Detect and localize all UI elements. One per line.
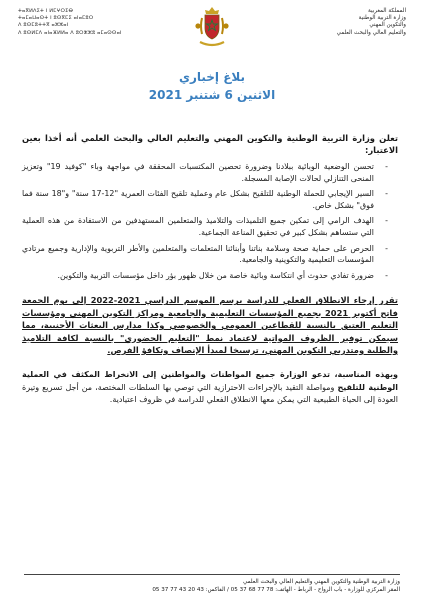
footer-line-address: المقر المركزي للوزارة - باب الرواح - الرباط - الهاتف: 78 77 68 37 05 / الفاكس: 43 20 43 77 37 05 [152,587,400,593]
decision-paragraph: تقرر إرجاء الانطلاق الفعلي للدراسة برسم الموسم الدراسي 2021-2022 إلى يوم الجمعة فاتح أكتوبر 2021 بجميع المؤسسات التعليمية والجامعية ومراكز التكوين المهني ومؤسسات التعليم العتيق بالنسبة للقطاعين العمومي والخصوصي وكذا مدارس البعثات الأجنبية، مما سيمكن توفير الظروف المواتية لاعتماد نمط "التعليم الحضوري" بالنسبة لكافة التلاميذ والطلبة ومتدربي التكوين المهني، ترسيخا لمبدأ الإنصاف وتكافؤ الفرص. [22,295,398,355]
document-body [22,132,398,407]
letterhead-arabic-line: والتعليم العالي والبحث العلمي [336,29,406,36]
letterhead-tifinagh-line: ⴷ ⵓⵙⵎⵓⵜⵜⴳ ⴰⵣⵣⴰⵏ [18,22,69,29]
list-item [22,270,388,282]
considerations-list [22,161,398,281]
list-item-text: الحرص على حماية صحة وسلامة بناتنا وأبنائنا المتعلمات والمتعلمين والأطر التربوية والإدارية وجميع مرتادي المؤسسات التعليمية والتكوينية والجامعية. [22,243,374,265]
list-item [22,215,388,238]
list-item [22,188,388,211]
list-item-text: الهدف الرامي إلى تمكين جميع التلميذات والتلاميذ والمتعلمين المستهدفين من الاستفادة من هذه العملية التي ستساهم بشكل كبير في تحقيق المناعة الجماعية. [22,216,374,237]
bullet-dash: - [385,270,388,280]
letterhead-arabic-line: المملكة المغربية [368,8,406,14]
list-item-text: ضرورة تفادي حدوث أي انتكاسة وبائية خاصة من خلال ظهور بؤر داخل مؤسسات التربية والتكوين. [57,270,374,280]
bullet-dash: - [385,162,388,171]
letterhead-tifinagh [18,8,158,37]
bullet-dash: - [385,189,388,199]
closing-paragraph [22,369,398,406]
list-item [22,161,388,184]
closing-lead-text: وبهذه المناسبة، تدعو الوزارة جميع المواطنات والمواطنين إلى الانخراط المكثف في العملية الوطنية للتلقيح [22,370,398,392]
letterhead-arabic-line: وزارة التربية الوطنية [358,15,406,22]
letterhead [18,6,406,62]
letterhead-tifinagh-line: ⴷ ⵓⵙⵍⵎⴷ ⴰⵏⴰⴼⵍⵍⴰ ⴷ ⵓⵔⵣⵣⵓ ⴰⵎⴰⵙⵙⴰⵏ [18,29,122,36]
footer-line-ministry: وزارة التربية الوطنية والتكوين المهني والتعليم العالي والبحث العلمي [242,579,400,585]
letterhead-arabic-line: والتكوين المهني [369,22,406,29]
title-press-release: بلاغ إخباري [178,70,246,84]
title-date: الاثنين 6 شتنبر 2021 [148,88,276,102]
letterhead-tifinagh-line: ⵜⴰⴳⵍⴷⵉⵜ ⵏ ⵍⵎⵖⵔⵉⴱ [18,8,74,14]
letterhead-tifinagh-line: ⵜⴰⵎⴰⵡⴰⵙⵜ ⵏ ⵓⵙⴳⵎⵉ ⴰⵏⴰⵎⵓⵔ [18,15,94,22]
coat-of-arms-emblem-icon [194,6,230,50]
bullet-dash: - [385,243,388,253]
intro-paragraph: تعلن وزارة التربية الوطنية والتكوين المهني والتعليم العالي والبحث العلمي أنه أخذا بعين الاعتبار: [22,133,398,155]
bullet-dash: - [385,216,388,226]
list-item-text: السير الإيجابي للحملة الوطنية للتلقيح بشكل عام وعملية تلقيح الفئات العمرية "12-17 سنة" و"18 سنة فما فوق" بشكل خاص. [22,189,374,210]
list-item-text: تحسن الوضعية الوبائية ببلادنا وضرورة تحصين المكتسبات المحققة في مواجهة وباء "كوفيد 19" وتعزيز المنحى التنازلي لحالات الإصابة المسجلة. [22,162,374,183]
closing-rest-text: ومواصلة التقيد بالإجراءات الاحترازية التي توصي بها السلطات المختصة، من أجل تسريع وتيرة العودة إلى الحياة الطبيعية التي يمكن معها الانطلاق الفعلي للدراسة في ظروف اعتيادية. [22,382,398,405]
document-footer [24,574,400,594]
document-title [0,68,424,104]
letterhead-arabic [266,8,406,37]
list-item [22,243,388,266]
